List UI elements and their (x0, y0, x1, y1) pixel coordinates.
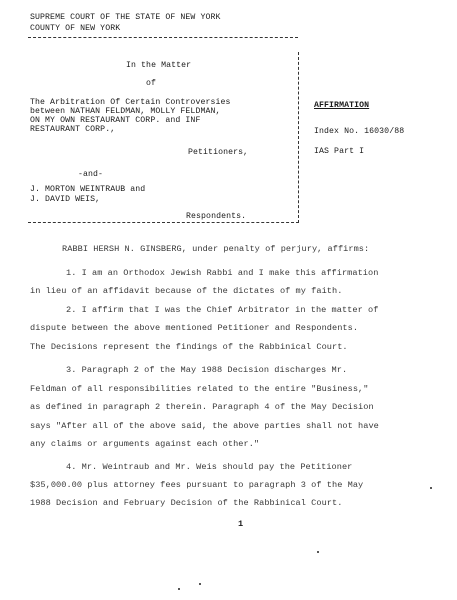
and-separator: -and- (78, 170, 104, 179)
para-4-line-3: 1988 Decision and February Decision of the Rabbinical Court. (30, 498, 343, 508)
para-3-line-3: as defined in paragraph 2 therein. Paragraph 4 of the May Decision (30, 402, 374, 412)
respondents-label: Respondents. (186, 212, 247, 221)
scan-speck (199, 583, 201, 585)
para-1-line-2: in lieu of an affidavit because of the dictates of my faith. (30, 286, 343, 296)
caption-top-rule (28, 37, 298, 38)
respondent-line-1: J. MORTON WEINTRAUB and (30, 185, 146, 194)
para-1-line-1: 1. I am an Orthodox Jewish Rabbi and I make this affirmation (66, 268, 379, 278)
para-3-line-1: 3. Paragraph 2 of the May 1988 Decision discharges Mr. (66, 365, 348, 375)
para-3-line-4: says "After all of the above said, the above parties shall not have (30, 421, 379, 431)
para-3-line-2: Feldman of all responsibilities related to the entire "Business," (30, 384, 369, 394)
scan-speck (317, 551, 319, 553)
para-2-line-1: 2. I affirm that I was the Chief Arbitrator in the matter of (66, 305, 379, 315)
matter-line: In the Matter (126, 61, 192, 70)
para-2-line-2: dispute between the above mentioned Petitioner and Respondents. (30, 323, 359, 333)
respondent-line-2: J. DAVID WEIS, (30, 195, 101, 204)
court-name-line: SUPREME COURT OF THE STATE OF NEW YORK (30, 13, 221, 22)
county-line: COUNTY OF NEW YORK (30, 24, 121, 33)
arbitration-line-1: The Arbitration Of Certain Controversies (30, 98, 231, 107)
arbitration-line-3: ON MY OWN RESTAURANT CORP. and INF (30, 116, 201, 125)
para-4-line-1: 4. Mr. Weintraub and Mr. Weis should pay the Petitioner (66, 462, 353, 472)
affirmation-title: AFFIRMATION (314, 101, 370, 110)
scan-speck (430, 487, 432, 489)
petitioners-label: Petitioners, (188, 148, 249, 157)
of-line: of (146, 79, 157, 88)
para-2-line-3: The Decisions represent the findings of the Rabbinical Court. (30, 342, 348, 352)
para-3-line-5: any claims or arguments against each other." (30, 439, 260, 449)
scan-speck (178, 588, 180, 590)
index-number: Index No. 16030/88 (314, 127, 405, 136)
intro-line: RABBI HERSH N. GINSBERG, under penalty of perjury, affirms: (62, 244, 370, 254)
ias-part: IAS Part I (314, 147, 365, 156)
arbitration-line-4: RESTAURANT CORP., (30, 125, 116, 134)
arbitration-line-2: between NATHAN FELDMAN, MOLLY FELDMAN, (30, 107, 221, 116)
para-4-line-2: $35,000.00 plus attorney fees pursuant to paragraph 3 of the May (30, 480, 364, 490)
page-number: 1 (238, 519, 244, 529)
